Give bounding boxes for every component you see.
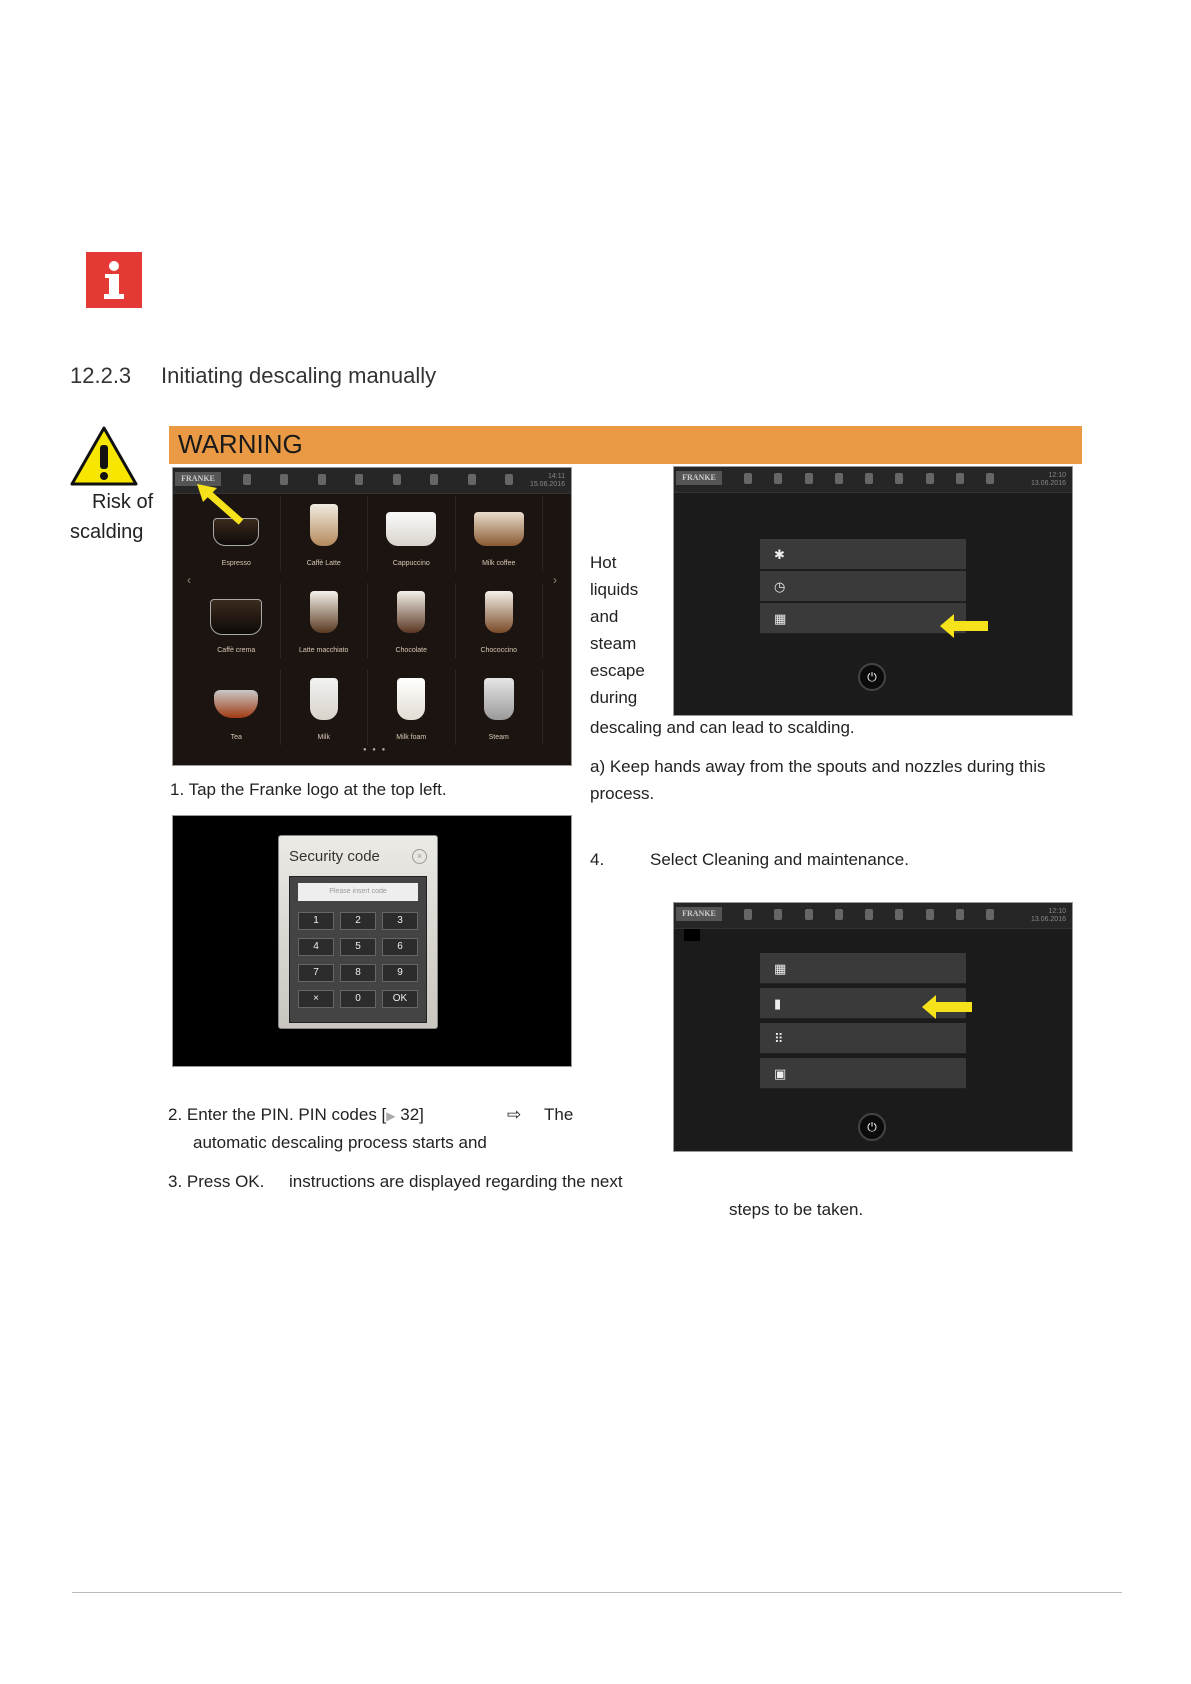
- power-button[interactable]: ⏻: [858, 663, 886, 691]
- menu-settings[interactable]: [760, 539, 966, 570]
- step-3: 3. Press OK.: [168, 1172, 265, 1191]
- prev-page-icon[interactable]: ‹: [187, 573, 191, 587]
- rinse-icon: ⠿: [774, 1031, 784, 1046]
- yellow-arrow-icon: [195, 482, 245, 526]
- drink-tile[interactable]: Latte macchiato: [281, 583, 369, 658]
- keypad: [289, 876, 427, 1023]
- key-8[interactable]: 8: [340, 964, 376, 982]
- drink-tile[interactable]: Steam: [456, 670, 544, 745]
- back-icon[interactable]: [684, 929, 700, 941]
- risk-line-1: Risk of: [92, 491, 154, 513]
- date-time: 12:10 13.06.2016: [1030, 472, 1066, 487]
- date-time: 14:11 15.06.2016: [529, 473, 565, 488]
- key-6[interactable]: 6: [382, 938, 418, 956]
- toolbar-icon: [986, 473, 994, 484]
- step-4-number: 4.: [590, 850, 605, 869]
- step-2-text: 2. Enter the PIN. PIN codes [: [168, 1105, 387, 1124]
- menu-cleaning-maintenance[interactable]: [760, 603, 966, 634]
- close-icon[interactable]: ×: [412, 849, 427, 864]
- key-ok[interactable]: OK: [382, 990, 418, 1008]
- hazard-word: steam: [590, 634, 637, 653]
- key-5[interactable]: 5: [340, 938, 376, 956]
- drink-tile[interactable]: Chococcino: [456, 583, 544, 658]
- toolbar-icon: [430, 474, 438, 485]
- toolbar-icon: [744, 473, 752, 484]
- pin-input[interactable]: Please insert code: [298, 883, 418, 901]
- franke-logo: FRANKE: [676, 907, 722, 921]
- section-title: Initiating descaling manually: [161, 363, 437, 388]
- menu-rinse[interactable]: [760, 1023, 966, 1054]
- key-7[interactable]: 7: [298, 964, 334, 982]
- yellow-arrow-icon: [954, 621, 988, 631]
- screenshot-cleaning-menu: [673, 902, 1073, 1152]
- toolbar-icon: [468, 474, 476, 485]
- toolbar-icon: [355, 474, 363, 485]
- toolbar-icon: [318, 474, 326, 485]
- step-2-result-cont: automatic descaling process starts and: [193, 1133, 487, 1152]
- toolbar-icon: [895, 473, 903, 484]
- drink-tile[interactable]: Caffè crema: [193, 583, 281, 658]
- toolbar-icons: [243, 474, 513, 486]
- hazard-word: Hot: [590, 553, 617, 572]
- power-button[interactable]: ⏻: [858, 1113, 886, 1141]
- hazard-word: and: [590, 607, 619, 626]
- warning-bar: [169, 426, 1082, 464]
- toolbar-icon: [986, 909, 994, 920]
- top-bar: [674, 467, 1072, 493]
- toolbar-icon: [865, 473, 873, 484]
- toolbar-icon: [393, 474, 401, 485]
- page-dots: ● ● ●: [363, 747, 388, 753]
- toolbar-icon: [774, 909, 782, 920]
- toolbar-icon: [505, 474, 513, 485]
- footer-divider: [72, 1592, 1122, 1593]
- section-number: 12.2.3: [70, 363, 132, 388]
- toolbar-icon: [805, 909, 813, 920]
- toolbar-icons: [744, 473, 994, 485]
- section-heading: [70, 363, 436, 389]
- dialog-title: Security code: [289, 848, 380, 865]
- key-4[interactable]: 4: [298, 938, 334, 956]
- screenshot-security-code: [172, 815, 572, 1067]
- risk-line-2: scalding: [70, 521, 144, 543]
- spray-bottle-icon: ▮: [774, 996, 782, 1011]
- toolbar-icon: [805, 473, 813, 484]
- gear-icon: ✱: [774, 547, 785, 562]
- franke-logo[interactable]: FRANKE: [175, 472, 221, 486]
- cleaning-icon: ▦: [774, 611, 787, 626]
- drink-grid: [193, 496, 543, 745]
- result-arrow-icon: ⇨: [507, 1105, 522, 1124]
- key-clear[interactable]: ×: [298, 990, 334, 1008]
- step-2-result: The: [544, 1105, 574, 1124]
- toolbar-icon: [865, 909, 873, 920]
- menu-maintenance[interactable]: [760, 1058, 966, 1089]
- key-9[interactable]: 9: [382, 964, 418, 982]
- hazard-action: a) Keep hands away from the spouts and nozzles during this process.: [590, 757, 1046, 803]
- step-2-page: 32]: [400, 1105, 424, 1124]
- drink-tile[interactable]: Milk foam: [368, 670, 456, 745]
- key-1[interactable]: 1: [298, 912, 334, 930]
- toolbar-icons: [744, 909, 994, 921]
- drink-tile[interactable]: Tea: [193, 670, 281, 745]
- info-icon: [86, 252, 142, 308]
- security-dialog: [278, 835, 438, 1029]
- toolbar-icon: [895, 909, 903, 920]
- drink-tile[interactable]: Milk coffee: [456, 496, 544, 571]
- screenshot-drink-menu: [172, 467, 572, 766]
- toolbar-icon: [956, 473, 964, 484]
- step-4-text: Select Cleaning and maintenance.: [650, 850, 909, 869]
- franke-logo: FRANKE: [676, 471, 722, 485]
- key-0[interactable]: 0: [340, 990, 376, 1008]
- toolbar-icon: [926, 909, 934, 920]
- step-3-result: instructions are displayed regarding the next: [289, 1172, 623, 1191]
- toolbar-icon: [835, 473, 843, 484]
- toolbar-icon: [835, 909, 843, 920]
- step-2: [168, 1101, 424, 1130]
- menu-cleaning[interactable]: [760, 953, 966, 984]
- toolbar-icon: [956, 909, 964, 920]
- hazard-word: escape: [590, 661, 645, 680]
- date-time: 12:10 13.06.2016: [1030, 908, 1066, 923]
- toolbar-icon: [926, 473, 934, 484]
- yellow-arrow-icon: [936, 1002, 972, 1012]
- hazard-word: during: [590, 688, 638, 707]
- toolbar-icon: [744, 909, 752, 920]
- warning-triangle-icon: [69, 425, 139, 487]
- drink-tile[interactable]: Chocolate: [368, 583, 456, 658]
- drink-tile[interactable]: Cappuccino: [368, 496, 456, 571]
- key-3[interactable]: 3: [382, 912, 418, 930]
- keypad-keys: [298, 912, 418, 1008]
- hazard-continued: descaling and can lead to scalding.: [590, 718, 855, 737]
- page-ref-icon: ▶: [386, 1109, 396, 1123]
- hazard-words: [590, 549, 645, 711]
- step-1: 1. Tap the Franke logo at the top left.: [170, 780, 447, 799]
- drink-tile[interactable]: Milk: [281, 670, 369, 745]
- hazard-word: liquids: [590, 580, 639, 599]
- drink-tile[interactable]: Caffè Latte: [281, 496, 369, 571]
- next-page-icon[interactable]: ›: [553, 573, 557, 587]
- step-3-result-cont: steps to be taken.: [729, 1200, 864, 1219]
- key-2[interactable]: 2: [340, 912, 376, 930]
- toolbar-icon: [280, 474, 288, 485]
- toolbar-icon: [774, 473, 782, 484]
- clock-icon: ◷: [774, 579, 786, 594]
- risk-label: [70, 487, 153, 547]
- cleaning-icon: ▦: [774, 961, 787, 976]
- drink-tile[interactable]: Espresso: [193, 496, 281, 571]
- screenshot-service-menu: [673, 466, 1073, 716]
- menu-timer[interactable]: [760, 571, 966, 602]
- maintenance-icon: ▣: [774, 1066, 787, 1081]
- top-bar: [674, 903, 1072, 929]
- warning-label: WARNING: [178, 429, 303, 459]
